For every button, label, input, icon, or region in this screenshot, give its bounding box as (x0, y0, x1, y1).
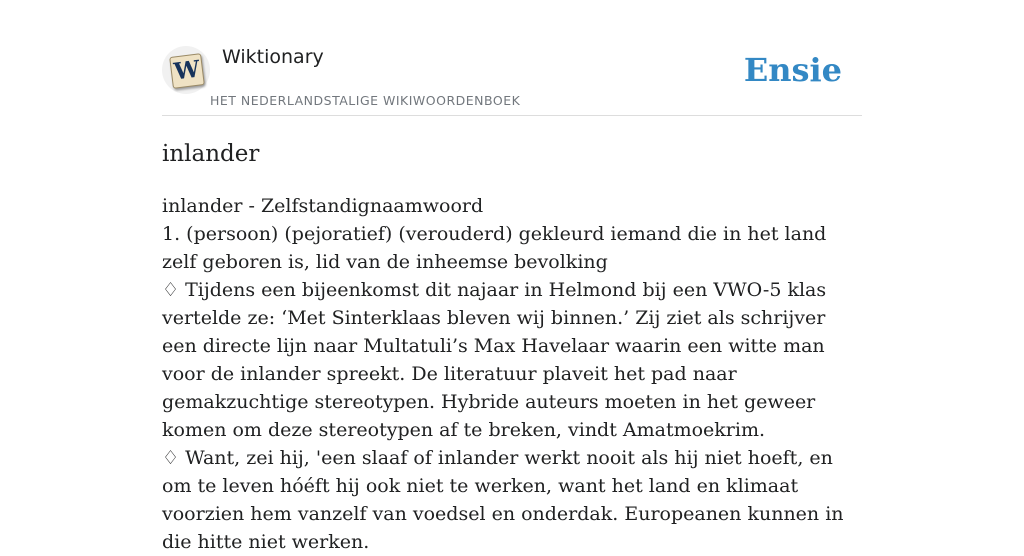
example-sentence: ♢ Tijdens een bijeenkomst dit najaar in Helmond bij een VWO-5 klas vertelde ze: ‘Met Sinterklaas bleven wij binnen.’ Zij ziet als schrijver een directe lijn naar Multatuli’s Max Havelaar waarin een witte man voor de inlander spreekt. De literatuur plaveit het pad naar gemakzuchtige stereotypen. Hybride auteurs moeten in het geweer komen om deze stereotypen af te breken, vindt Amatmoekrim. (162, 279, 827, 441)
wiktionary-logo-icon: W (169, 53, 205, 89)
wiktionary-logo[interactable] (162, 46, 210, 94)
definition: 1. (persoon) (pejoratief) (verouderd) gekleurd iemand die in het land zelf geboren is, lid van de inheemse bevolking (162, 223, 827, 273)
word-type: inlander - Zelfstandignaamwoord (162, 195, 484, 217)
entry-content (162, 192, 862, 556)
page-title: inlander (162, 141, 260, 167)
page-container (162, 0, 862, 553)
site-tagline: HET NEDERLANDSTALIGE WIKIWOORDENBOEK (210, 93, 521, 108)
example-sentence: ♢ Want, zei hij, 'een slaaf of inlander werkt nooit als hij niet hoeft, en om te leven hóéft hij ook niet te werken, want het land en klimaat voorzien hem vanzelf van voedsel en onderdak. Europeanen kunnen in die hitte niet werken. (162, 447, 844, 553)
ensie-logo[interactable]: Ensie (743, 51, 842, 89)
header-divider (162, 115, 862, 116)
site-name[interactable]: Wiktionary (222, 46, 324, 68)
